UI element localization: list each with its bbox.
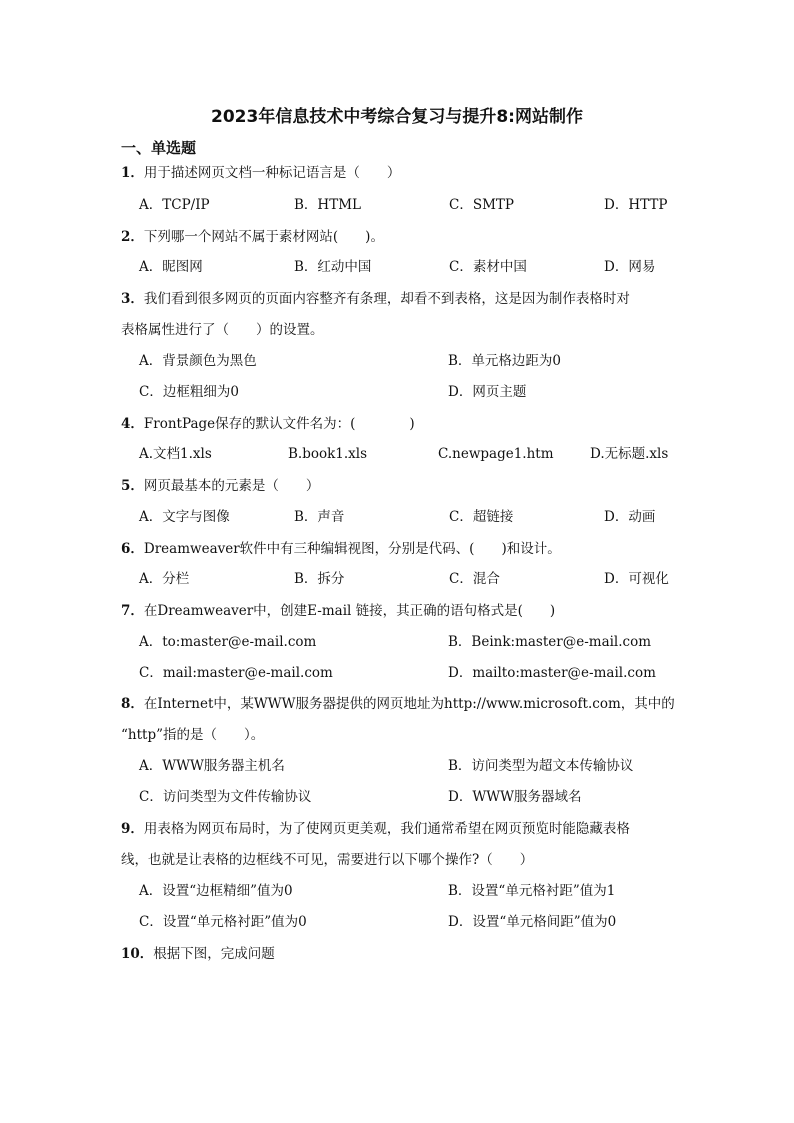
question-text: 用于描述网页文档一种标记语言是（ ）: [143, 165, 401, 181]
page-title: 2023年信息技术中考综合复习与提升8:网站制作: [211, 107, 583, 127]
question-6-option-c[interactable]: C．混合: [449, 571, 500, 587]
question-number: 6．: [121, 541, 144, 557]
question-number: 1．: [121, 165, 144, 181]
question-7-option-d[interactable]: D．mailto:master@e-mail.com: [448, 665, 656, 681]
question-text: 在Internet中，某WWW服务器提供的网页地址为http://www.microsoft.com，其中的: [143, 696, 675, 712]
question-9-option-a[interactable]: A．设置“边框精细”值为0: [139, 883, 293, 899]
question-7-line-1: [121, 600, 555, 622]
question-number: 7．: [121, 603, 144, 619]
question-2-option-c[interactable]: C．素材中国: [449, 259, 527, 275]
question-text: 用表格为网页布局时，为了使网页更美观，我们通常希望在网页预览时能隐藏表格: [143, 821, 630, 837]
question-text: 在Dreamweaver中，创建E-mail 链接，其正确的语句格式是( ): [143, 603, 556, 619]
question-number: 9．: [121, 821, 144, 837]
question-text: 网页最基本的元素是（ ）: [143, 478, 320, 494]
question-2-option-a[interactable]: A．昵图网: [139, 259, 203, 275]
question-3-option-d[interactable]: D．网页主题: [448, 384, 527, 400]
question-6-option-d[interactable]: D．可视化: [604, 571, 669, 587]
question-6-option-a[interactable]: A．分栏: [139, 571, 190, 587]
question-text: “http”指的是（ ）。: [121, 727, 265, 743]
question-8-option-c[interactable]: C．访问类型为文件传输协议: [139, 789, 312, 805]
question-5-option-b[interactable]: B．声音: [294, 509, 345, 525]
question-1-option-c[interactable]: C．SMTP: [449, 197, 514, 213]
question-text: 根据下图，完成问题: [153, 946, 275, 962]
question-9-option-b[interactable]: B．设置“单元格衬距”值为1: [448, 883, 616, 899]
question-8-option-d[interactable]: D．WWW服务器域名: [448, 789, 582, 805]
question-9-line-1: [121, 818, 630, 840]
question-8-line-2: [121, 724, 264, 746]
question-5-line-1: [121, 475, 319, 497]
question-text: 我们看到很多网页的页面内容整齐有条理，却看不到表格，这是因为制作表格时对: [143, 291, 630, 307]
question-3-option-b[interactable]: B．单元格边距为0: [448, 353, 562, 369]
question-text: Dreamweaver软件中有三种编辑视图，分别是代码、( )和设计。: [143, 541, 561, 557]
question-7-option-a[interactable]: A．to:master@e-mail.com: [139, 634, 317, 650]
question-3-line-1: [121, 288, 630, 310]
question-9-option-c[interactable]: C．设置“单元格衬距”值为0: [139, 914, 307, 930]
question-text: 表格属性进行了（ ）的设置。: [121, 322, 324, 338]
question-1-option-b[interactable]: B．HTML: [294, 197, 361, 213]
question-3-option-a[interactable]: A．背景颜色为黑色: [139, 353, 257, 369]
question-number: 2．: [121, 229, 144, 245]
question-6-option-b[interactable]: B．拆分: [294, 571, 345, 587]
question-8-line-1: [121, 693, 675, 715]
question-7-option-c[interactable]: C．mail:master@e-mail.com: [139, 665, 333, 681]
question-9-option-d[interactable]: D．设置“单元格间距”值为0: [448, 914, 617, 930]
question-5-option-c[interactable]: C．超链接: [449, 509, 514, 525]
question-2-line-1: [121, 226, 384, 248]
question-1-option-a[interactable]: A．TCP/IP: [139, 197, 210, 213]
question-text: FrontPage保存的默认文件名为：( ): [143, 416, 415, 432]
question-number: 3．: [121, 291, 144, 307]
question-8-option-b[interactable]: B．访问类型为超文本传输协议: [448, 758, 634, 774]
question-10-line-1: [121, 943, 275, 965]
question-4-option-a[interactable]: A.文档1.xls: [139, 446, 212, 462]
question-text: 下列哪一个网站不属于素材网站( )。: [143, 229, 384, 245]
question-3-option-c[interactable]: C．边框粗细为0: [139, 384, 239, 400]
section-heading: 一、单选题: [121, 139, 197, 157]
question-1-line-1: [121, 162, 400, 184]
question-number: 8．: [121, 696, 144, 712]
question-4-line-1: [121, 413, 415, 435]
question-number: 5．: [121, 478, 144, 494]
question-5-option-a[interactable]: A．文字与图像: [139, 509, 230, 525]
question-text: 线，也就是让表格的边框线不可见，需要进行以下哪个操作?（ ）: [121, 852, 534, 868]
question-4-option-c[interactable]: C.newpage1.htm: [438, 446, 554, 462]
question-4-option-d[interactable]: D.无标题.xls: [590, 446, 669, 462]
question-4-option-b[interactable]: B.book1.xls: [288, 446, 368, 462]
question-number: 4．: [121, 416, 144, 432]
question-2-option-b[interactable]: B．红动中国: [294, 259, 372, 275]
question-8-option-a[interactable]: A．WWW服务器主机名: [139, 758, 285, 774]
question-number: 10．: [121, 946, 154, 962]
question-1-option-d[interactable]: D．HTTP: [604, 197, 668, 213]
question-7-option-b[interactable]: B．Beink:master@e-mail.com: [448, 634, 652, 650]
question-5-option-d[interactable]: D．动画: [604, 509, 656, 525]
question-9-line-2: [121, 849, 533, 871]
question-3-line-2: [121, 319, 324, 341]
question-2-option-d[interactable]: D．网易: [604, 259, 656, 275]
question-6-line-1: [121, 538, 561, 560]
